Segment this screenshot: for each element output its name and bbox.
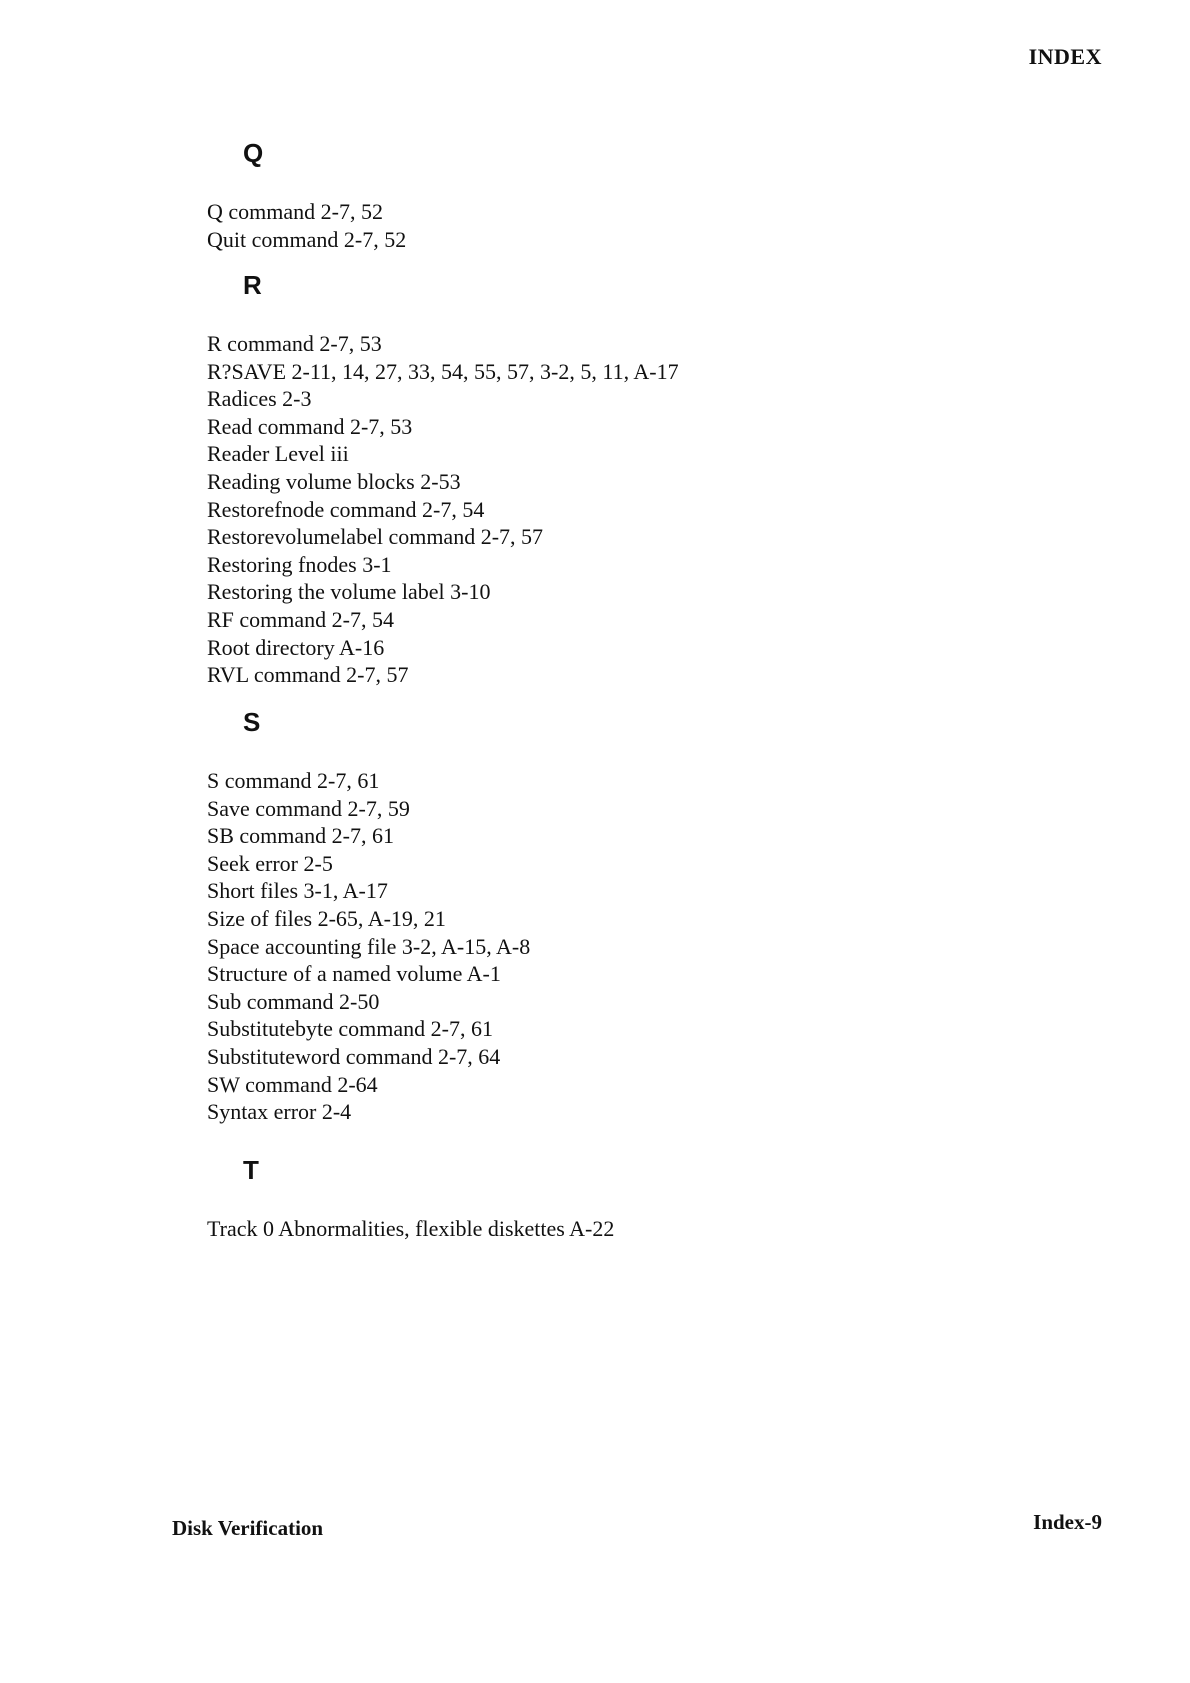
index-section-t (207, 1155, 614, 1243)
index-entry: Read command 2-7, 53 (207, 413, 413, 439)
index-entry: R command 2-7, 53 (207, 331, 382, 356)
index-entry: Syntax error 2-4 (207, 1099, 352, 1125)
index-entry: Reader Level iii (207, 441, 349, 467)
section-letter: T (243, 1155, 259, 1185)
index-section-q (207, 138, 406, 253)
index-entry: Restoring the volume label 3-10 (207, 579, 491, 605)
index-entry: Quit command 2-7, 52 (207, 226, 407, 252)
index-entry: Sub command 2-50 (207, 988, 380, 1014)
index-entry: Root directory A-16 (207, 634, 385, 660)
footer-page-number: Index-9 (1033, 1510, 1102, 1534)
index-entry: Restorevolumelabel command 2-7, 57 (207, 524, 544, 550)
index-entry-list (207, 198, 406, 253)
index-entry-list (207, 767, 530, 1126)
index-entry: Substituteword command 2-7, 64 (207, 1043, 501, 1069)
index-entry: Seek error 2-5 (207, 850, 333, 876)
index-entry: SB command 2-7, 61 (207, 823, 394, 849)
section-letter: Q (243, 138, 264, 168)
index-section-r (207, 270, 679, 689)
index-entry: Size of files 2-65, A-19, 21 (207, 905, 446, 931)
index-entry: R?SAVE 2-11, 14, 27, 33, 54, 55, 57, 3-2, 5, 11, A-17 (207, 358, 679, 384)
index-entry: SW command 2-64 (207, 1071, 378, 1097)
index-entry-list (207, 1215, 614, 1243)
index-entry: S command 2-7, 61 (207, 768, 380, 793)
index-entry: Radices 2-3 (207, 386, 312, 412)
page-header-title: INDEX (1028, 44, 1102, 69)
index-entry: Space accounting file 3-2, A-15, A-8 (207, 933, 531, 959)
index-entry: Track 0 Abnormalities, flexible diskettes A-22 (207, 1216, 615, 1241)
index-entry: Save command 2-7, 59 (207, 795, 410, 821)
index-entry: RF command 2-7, 54 (207, 606, 394, 632)
section-letter: R (243, 270, 262, 300)
index-section-s (207, 707, 530, 1126)
index-entry: Reading volume blocks 2-53 (207, 468, 461, 494)
index-entry-list (207, 330, 679, 689)
index-entry: Substitutebyte command 2-7, 61 (207, 1016, 493, 1042)
index-entry: Restoring fnodes 3-1 (207, 551, 392, 577)
index-entry: Q command 2-7, 52 (207, 199, 383, 224)
index-entry: Short files 3-1, A-17 (207, 878, 388, 904)
index-entry: Restorefnode command 2-7, 54 (207, 496, 485, 522)
index-entry: RVL command 2-7, 57 (207, 662, 409, 688)
footer-document-title: Disk Verification (172, 1516, 324, 1540)
section-letter: S (243, 707, 261, 737)
index-entry: Structure of a named volume A-1 (207, 961, 501, 987)
